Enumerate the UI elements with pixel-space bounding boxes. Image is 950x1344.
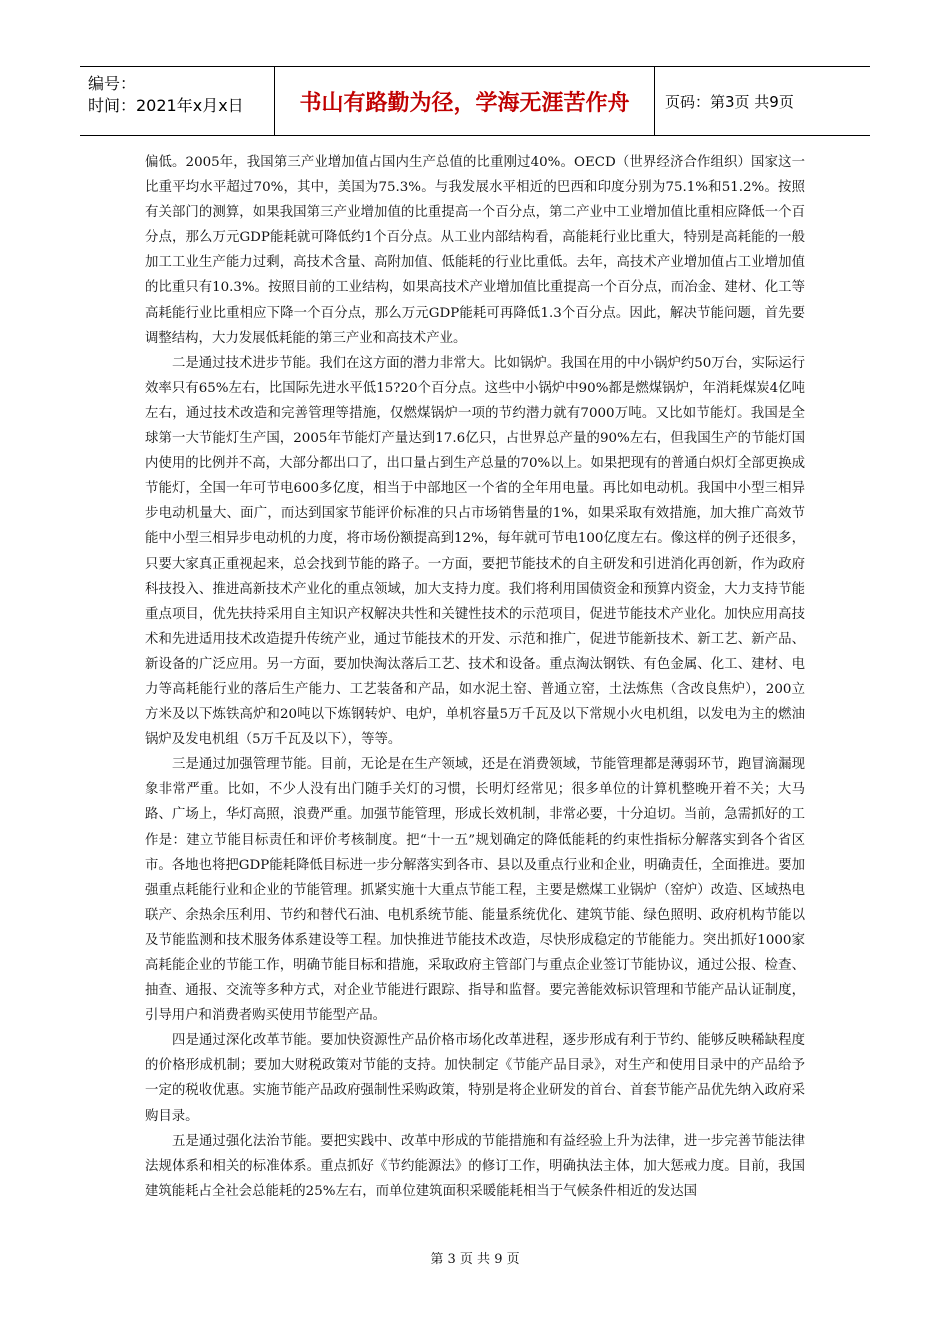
paragraph: 三是通过加强管理节能。目前，无论是在生产领域，还是在消费领域，节能管理都是薄弱环节，跑冒滴漏现象非常严重。比如，不少人没有出门随手关灯的习惯，长明灯经常见；很多单位的计算机整晚开着不关；大马路、广场上，华灯高照，浪费严重。加强节能管理，形成长效机制，非常必要，十分迫切。当前，急需抓好的工作是：建立节能目标责任和评价考核制度。把“十一五”规划确定的降低能耗的约束性指标分解落实到各个省区市。各地也将把GDP能耗降低目标进一步分解落实到各市、县以及重点行业和企业，明确责任，全面推进。要加强重点耗能行业和企业的节能管理。抓紧实施十大重点节能工程，主要是燃煤工业锅炉（窑炉）改造、区域热电联产、余热余压利用、节约和替代石油、电机系统节能、能量系统优化、建筑节能、绿色照明、政府机构节能以及节能监测和技术服务体系建设等工程。加快推进节能技术改造，尽快形成稳定的节能能力。突出抓好1000家高耗能企业的节能工作，明确节能目标和措施，采取政府主管部门与重点企业签订节能协议，通过公报、检查、抽查、通报、交流等多种方式，对企业节能进行跟踪、指导和监督。要完善能效标识管理和节能产品认证制度，引导用户和消费者购买使用节能型产品。	[145, 757, 805, 1024]
paragraph: 二是通过技术进步节能。我们在这方面的潜力非常大。比如锅炉。我国在用的中小锅炉约50万台，实际运行效率只有65%左右，比国际先进水平低15?20个百分点。这些中小锅炉中90%都是燃煤锅炉，年消耗煤炭4亿吨左右，通过技术改造和完善管理等措施，仅燃煤锅炉一项的节约潜力就有7000万吨。又比如节能灯。我国是全球第一大节能灯生产国，2005年节能灯产量达到17.6亿只，占世界总产量的90%左右，但我国生产的节能灯国内使用的比例并不高，大部分都出口了，出口量占到生产总量的70%以上。如果把现有的普通白炽灯全部更换成节能灯，全国一年可节电600多亿度，相当于中部地区一个省的全年用电量。再比如电动机。我国中小型三相异步电动机量大、面广，而达到国家节能评价标准的只占市场销售量的1%，如果采取有效措施，加大推广高效节能中小型三相异步电动机的力度，将市场份额提高到12%，每年就可节电100亿度左右。像这样的例子还很多，只要大家真正重视起来，总会找到节能的路子。一方面，要把节能技术的自主研发和引进消化再创新，作为政府科技投入、推进高新技术产业化的重点领域，加大支持力度。我们将利用国债资金和预算内资金，大力支持节能重点项目，优先扶持采用自主知识产权解决共性和关键性技术的示范项目，促进节能技术产业化。加快应用高技术和先进适用技术改造提升传统产业，通过节能技术的开发、示范和推广，促进节能新技术、新工艺、新产品、新设备的广泛应用。另一方面，要加快淘汰落后工艺、技术和设备。重点淘汰钢铁、有色金属、化工、建材、电力等高耗能行业的落后生产能力、工艺装备和产品，如水泥土窑、普通立窑，土法炼焦（含改良焦炉），200立方米及以下炼铁高炉和20吨以下炼钢转炉、电炉，单机容量5万千瓦及以下常规小火电机组，以发电为主的燃油锅炉及发电机组（5万千瓦及以下），等等。	[145, 355, 806, 748]
motto: 书山有路勤为径，学海无涯苦作舟	[275, 67, 655, 135]
paragraph: 偏低。2005年，我国第三产业增加值占国内生产总值的比重刚过40%。OECD（世界经济合作组织）国家这一比重平均水平超过70%，其中，美国为75.3%。与我发展水平相近的巴西和印度分别为75.1%和51.2%。按照有关部门的测算，如果我国第三产业增加值的比重提高一个百分点，第二产业中工业增加值比重相应降低一个百分点，那么万元GDP能耗就可降低约1个百分点。从工业内部结构看，高能耗行业比重大，特别是高耗能的一般加工工业生产能力过剩，高技术含量、高附加值、低能耗的行业比重低。去年，高技术产业增加值占工业增加值的比重只有10.3%。按照目前的工业结构，如果高技术产业增加值比重提高一个百分点，而冶金、建材、化工等高耗能行业比重相应下降一个百分点，那么万元GDP能耗可再降低1.3个百分点。因此，解决节能问题，首先要调整结构，大力发展低耗能的第三产业和高技术产业。	[145, 155, 805, 346]
paragraph: 五是通过强化法治节能。要把实践中、改革中形成的节能措施和有益经验上升为法律，进一步完善节能法律法规体系和相关的标准体系。重点抓好《节约能源法》的修订工作，明确执法主体，加大惩戒力度。目前，我国建筑能耗占全社会总能耗的25%左右，而单位建筑面积采暖能耗相当于气候条件相近的发达国	[145, 1133, 805, 1199]
page-footer: 第 3 页 共 9 页	[430, 1252, 520, 1267]
time-label: 时间：2021年x月x日	[88, 96, 244, 115]
number-label: 编号：	[88, 74, 137, 93]
page-label: 页码：第3页 共9页	[665, 92, 794, 111]
paragraph: 四是通过深化改革节能。要加快资源性产品价格市场化改革进程，逐步形成有利于节约、能够反映稀缺程度的价格形成机制；要加大财税政策对节能的支持。加快制定《节能产品目录》，对生产和使用目录中的产品给予一定的税收优惠。实施节能产品政府强制性采购政策，特别是将企业研发的首台、首套节能产品优先纳入政府采购目录。	[145, 1033, 805, 1124]
page-header	[80, 66, 870, 136]
header-info	[80, 67, 275, 135]
document-body	[145, 150, 805, 1204]
